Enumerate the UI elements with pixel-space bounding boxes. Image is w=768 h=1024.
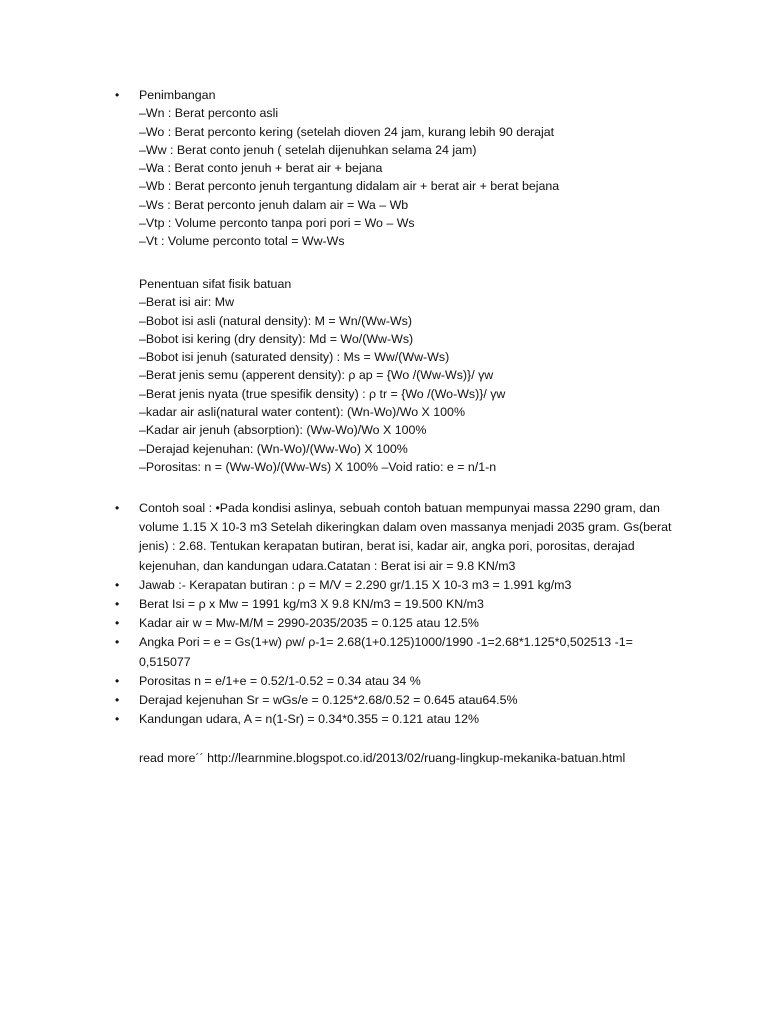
list-item	[114, 499, 679, 576]
list-item: –Derajad kejenuhan: (Wn-Wo)/(Ww-Wo) X 100%	[139, 441, 408, 456]
list-item	[114, 691, 679, 710]
answer-text: Kandungan udara, A = n(1-Sr) = 0.34*0.355 = 0.121 atau 12%	[139, 712, 479, 727]
list-item	[114, 576, 679, 595]
list-item: –Vtp : Volume perconto tanpa pori pori = Wo – Ws	[139, 216, 415, 231]
bullet-icon: •	[115, 88, 120, 102]
example-section	[114, 499, 714, 729]
answer-text: Angka Pori = e = Gs(1+w) ρw/ ρ-1= 2.68(1+0.125)1000/1990 -1=2.68*1.125*0,502513 -1= 0,515077	[139, 635, 633, 669]
bullet-icon: •	[115, 712, 120, 727]
list-item: –Berat isi air: Mw	[139, 295, 235, 310]
answer-text: Kadar air w = Mw-M/M = 2990-2035/2035 = 0.125 atau 12.5%	[139, 616, 479, 631]
bullet-icon: •	[115, 616, 120, 631]
weighing-section	[114, 86, 714, 251]
bullet-icon: •	[115, 597, 120, 612]
list-item	[114, 710, 679, 729]
answer-text: Jawab :- Kerapatan butiran : ρ = M/V = 2.290 gr/1.15 X 10-3 m3 = 1.991 kg/m3	[139, 577, 572, 592]
bullet-icon: •	[115, 635, 120, 650]
list-item	[114, 633, 679, 671]
list-item: –Bobot isi asli (natural density): M = Wn/(Ww-Ws)	[139, 313, 412, 328]
list-item: –Wn : Berat perconto asli	[139, 106, 279, 121]
list-item: –Berat jenis semu (apperent density): ρ ap = {Wo /(Ww-Ws)}/ γw	[139, 368, 494, 383]
list-item: –kadar air asli(natural water content): (Wn-Wo)/Wo X 100%	[139, 405, 465, 420]
list-item: –Berat jenis nyata (true spesifik density) : ρ tr = {Wo /(Wo-Ws)}/ γw	[139, 386, 506, 401]
list-item: –Porositas: n = (Ww-Wo)/(Ww-Ws) X 100% –Void ratio: e = n/1-n	[139, 459, 497, 474]
list-item: –Wb : Berat perconto jenuh tergantung didalam air + berat air + berat bejana	[139, 179, 560, 194]
list-item: –Ww : Berat conto jenuh ( setelah dijenuhkan selama 24 jam)	[139, 142, 477, 157]
list-item	[114, 614, 679, 633]
list-item	[114, 595, 679, 614]
read-more-link[interactable]: read more´´ http://learnmine.blogspot.co.id/2013/02/ruang-lingkup-mekanika-batuan.html	[139, 751, 626, 765]
list-item: –Wo : Berat perconto kering (setelah dioven 24 jam, kurang lebih 90 derajat	[139, 124, 555, 139]
answer-text: Porositas n = e/1+e = 0.52/1-0.52 = 0.34 atau 34 %	[139, 673, 421, 688]
list-item: –Wa : Berat conto jenuh + berat air + bejana	[139, 161, 383, 176]
bullet-icon: •	[115, 501, 120, 515]
weighing-title: Penimbangan	[139, 88, 216, 102]
list-item: –Ws : Berat perconto jenuh dalam air = Wa – Wb	[139, 197, 409, 212]
list-item: –Kadar air jenuh (absorption): (Ww-Wo)/Wo X 100%	[139, 423, 427, 438]
list-item	[114, 672, 679, 691]
properties-section	[114, 275, 714, 476]
bullet-icon: •	[115, 673, 120, 688]
list-item: –Bobot isi kering (dry density): Md = Wo/(Ww-Ws)	[139, 331, 414, 346]
list-item: –Bobot isi jenuh (saturated density) : Ms = Ww/(Ww-Ws)	[139, 350, 450, 365]
answer-text: Derajad kejenuhan Sr = wGs/e = 0.125*2.68/0.52 = 0.645 atau64.5%	[139, 693, 518, 708]
list-item: –Vt : Volume perconto total = Ww-Ws	[139, 234, 345, 249]
bullet-icon: •	[115, 693, 120, 708]
list-item	[114, 86, 714, 104]
properties-title: Penentuan sifat fisik batuan	[139, 277, 292, 291]
example-question: Contoh soal : •Pada kondisi aslinya, sebuah contoh batuan mempunyai massa 2290 gram, dan volume 1.15 X 10-3 m3 Setelah dikeringkan dalam oven massanya menjadi 2035 gram. Gs(berat jenis) : 2.68. Tentukan kerapatan butiran, berat isi, kadar air, angka pori, porositas, derajad kejenuhan, dan kandungan udara.Catatan : Berat isi air = 9.8 KN/m3	[139, 501, 672, 573]
answer-text: Berat Isi = ρ x Mw = 1991 kg/m3 X 9.8 KN/m3 = 19.500 KN/m3	[139, 597, 484, 612]
bullet-icon: •	[115, 577, 120, 592]
read-more-section	[114, 749, 714, 767]
